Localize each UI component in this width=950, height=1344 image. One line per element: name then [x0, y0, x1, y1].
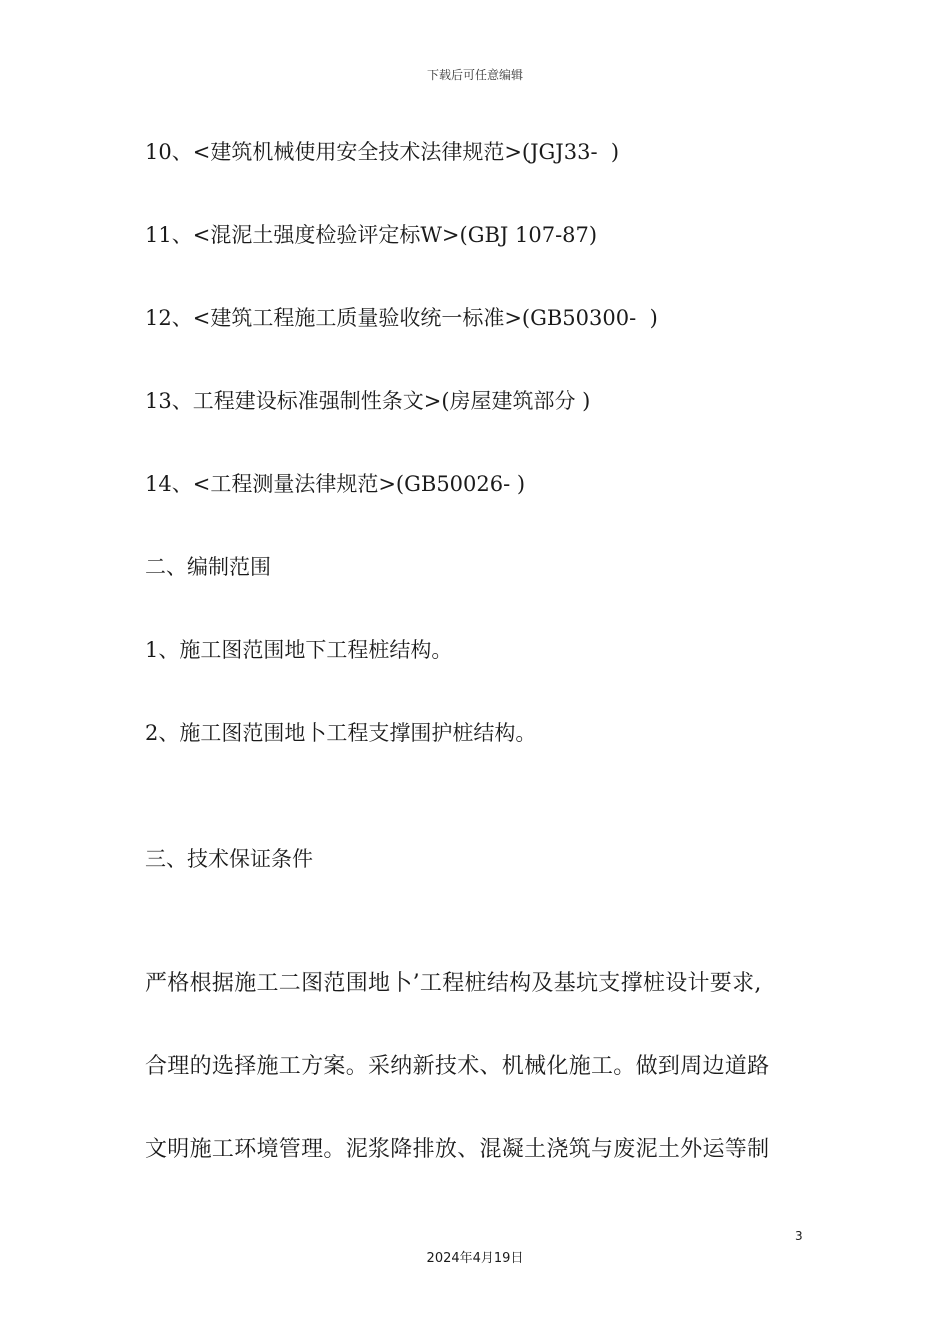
reference-item-10: 10、<建筑机械使用安全技术法律规范>(JGJ33- )	[145, 140, 620, 164]
body-paragraph-line-1: 严格根据施工二图范围地卜’工程桩结构及基坑支撑桩设计要求,	[145, 971, 762, 996]
section-heading-technical: 三、技术保证条件	[145, 847, 313, 871]
page-number: 3	[795, 1229, 803, 1243]
reference-item-11: 11、<混泥土强度检验评定标W>(GBJ 107-87)	[145, 223, 598, 247]
body-paragraph-line-2: 合理的选择施工方案。采纳新技术、机械化施工。做到周边道路	[145, 1054, 770, 1079]
reference-item-13: 13、工程建设标准强制性条文>(房屋建筑部分 )	[145, 389, 591, 413]
scope-item-2: 2、施工图范围地卜工程支撑围护桩结构。	[145, 721, 537, 745]
reference-item-12: 12、<建筑工程施工质量验收统一标准>(GB50300- )	[145, 306, 658, 330]
scope-item-1: 1、施工图范围地下工程桩结构。	[145, 638, 453, 662]
page-footer-date: 2024年4月19日	[426, 1251, 524, 1266]
reference-item-14: 14、<工程测量法律规范>(GB50026- )	[145, 472, 526, 496]
section-heading-scope: 二、编制范围	[145, 555, 271, 579]
page-header: 下载后可任意编辑	[426, 68, 523, 82]
body-paragraph-line-3: 文明施工环境管理。泥浆降排放、混凝土浇筑与废泥土外运等制	[145, 1137, 770, 1162]
